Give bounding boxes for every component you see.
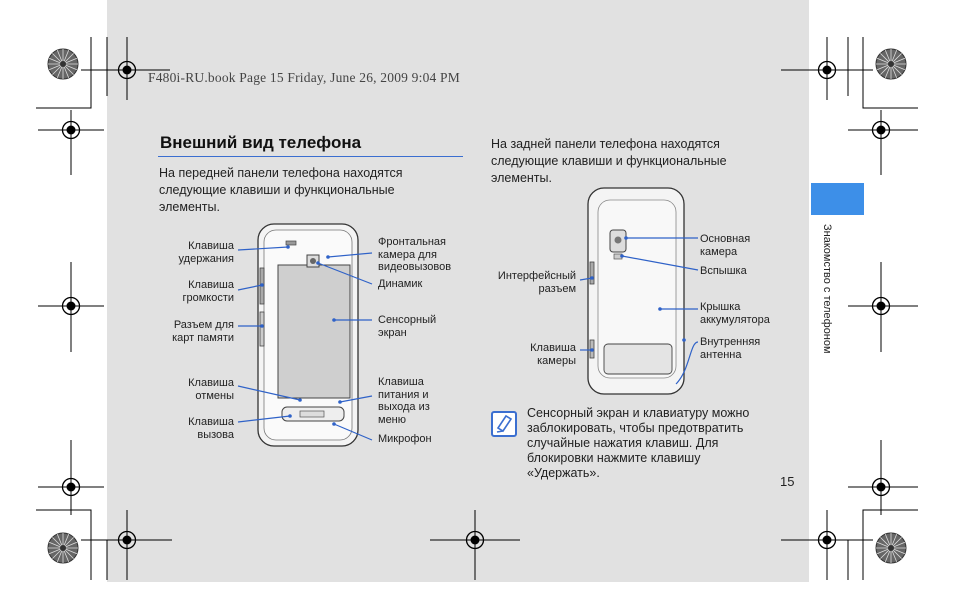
registration-star-bottom-right: [876, 533, 906, 563]
label-cancel-key: Клавиша отмены: [188, 377, 234, 402]
label-interface-port: Интерфейсный разъем: [497, 270, 576, 295]
page-number: 15: [780, 474, 795, 489]
label-speaker: Динамик: [378, 278, 423, 290]
registration-star-top-right: [876, 49, 906, 79]
label-microphone: Микрофон: [378, 433, 432, 445]
label-hold-key: Клавиша удержания: [178, 240, 234, 265]
page-title: Внешний вид телефона: [160, 133, 362, 152]
back-intro: На задней панели телефона находятся следующие клавиши и функциональные элементы.: [491, 137, 727, 185]
back-phone-illustration: [588, 188, 684, 394]
print-header: F480i-RU.book Page 15 Friday, June 26, 2009 9:04 PM: [148, 70, 460, 85]
label-power-key: Клавиша питания и выхода из меню: [378, 376, 430, 426]
note-text: Сенсорный экран и клавиатуру можно заблокировать, чтобы предотвратить случайные нажатия клавиш. Для блокировки нажмите клавишу «Удержать».: [527, 406, 750, 480]
label-main-camera: Основная камера: [700, 233, 751, 258]
front-phone-illustration: [258, 224, 358, 446]
front-intro: На передней панели телефона находятся следующие клавиши и функциональные элементы.: [159, 166, 403, 214]
label-memory-slot: Разъем для карт памяти: [172, 319, 234, 344]
registration-star-top-left: [48, 49, 78, 79]
chapter-tab: [811, 183, 864, 215]
label-antenna: Внутренняя антенна: [700, 336, 761, 361]
label-front-camera: Фронтальная камера для видеовызовов: [378, 236, 452, 273]
label-battery-cover: Крышка аккумулятора: [700, 301, 770, 326]
registration-star-bottom-left: [48, 533, 78, 563]
label-volume-key: Клавиша громкости: [182, 279, 234, 304]
title-rule: [158, 156, 463, 157]
label-camera-key: Клавиша камеры: [530, 342, 576, 367]
chapter-side-title: Знакомство с телефоном: [821, 224, 833, 354]
note-icon: [492, 412, 516, 436]
label-call-key: Клавиша вызова: [188, 416, 234, 441]
label-touchscreen: Сенсорный экран: [378, 314, 437, 339]
label-flash: Вспышка: [700, 265, 747, 277]
